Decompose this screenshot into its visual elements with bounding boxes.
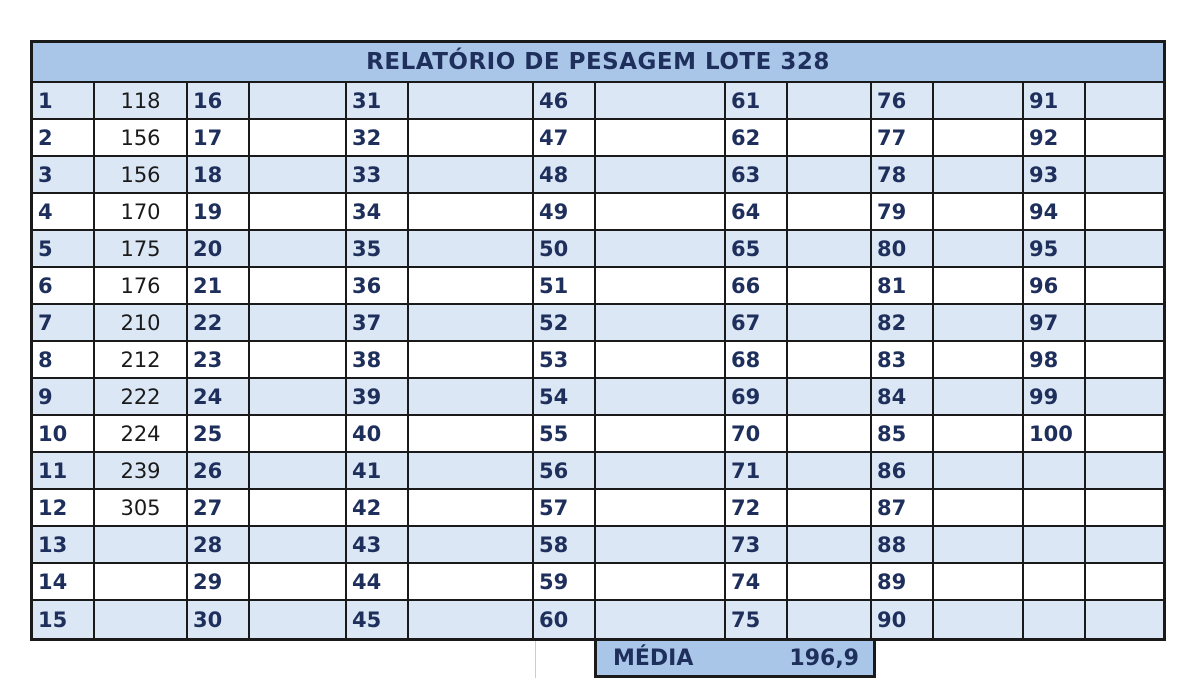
row-number: 53 — [534, 342, 596, 379]
row-number: 71 — [726, 453, 788, 490]
weight-value-cell — [934, 305, 1024, 342]
row-number: 15 — [33, 601, 95, 638]
row-number — [1024, 527, 1086, 564]
weight-value-cell: 210 — [95, 305, 188, 342]
weight-value-cell: 118 — [95, 83, 188, 120]
weight-value-cell — [934, 416, 1024, 453]
weight-value-cell: 212 — [95, 342, 188, 379]
row-number: 55 — [534, 416, 596, 453]
row-number: 72 — [726, 490, 788, 527]
row-number: 19 — [188, 194, 250, 231]
weight-value-cell — [596, 379, 726, 416]
row-number: 3 — [33, 157, 95, 194]
row-number: 82 — [872, 305, 934, 342]
weight-value-cell — [596, 305, 726, 342]
row-number: 80 — [872, 231, 934, 268]
row-number — [1024, 453, 1086, 490]
row-number: 21 — [188, 268, 250, 305]
row-number: 11 — [33, 453, 95, 490]
row-number — [1024, 564, 1086, 601]
weight-value-cell — [250, 194, 347, 231]
weight-value-cell — [1086, 527, 1163, 564]
report-title: RELATÓRIO DE PESAGEM LOTE 328 — [33, 43, 1163, 83]
weight-value-cell — [788, 527, 872, 564]
weighing-report-table — [30, 40, 1166, 641]
weight-value-cell — [934, 268, 1024, 305]
row-number: 85 — [872, 416, 934, 453]
weights-grid — [33, 83, 1163, 638]
weight-value-cell — [934, 601, 1024, 638]
weight-value-cell — [409, 194, 534, 231]
row-number: 6 — [33, 268, 95, 305]
weight-value-cell — [934, 83, 1024, 120]
average-value: 196,9 — [789, 645, 859, 671]
weight-value-cell — [596, 231, 726, 268]
weight-value-cell — [934, 453, 1024, 490]
row-number: 86 — [872, 453, 934, 490]
row-number: 60 — [534, 601, 596, 638]
row-number: 25 — [188, 416, 250, 453]
weight-value-cell — [934, 120, 1024, 157]
weight-value-cell — [788, 83, 872, 120]
weight-value-cell — [934, 231, 1024, 268]
row-number: 76 — [872, 83, 934, 120]
row-number: 91 — [1024, 83, 1086, 120]
row-number: 23 — [188, 342, 250, 379]
row-number: 64 — [726, 194, 788, 231]
row-number: 88 — [872, 527, 934, 564]
row-number: 8 — [33, 342, 95, 379]
row-number: 87 — [872, 490, 934, 527]
weight-value-cell — [1086, 268, 1163, 305]
row-number: 16 — [188, 83, 250, 120]
weight-value-cell — [596, 342, 726, 379]
weight-value-cell — [934, 194, 1024, 231]
row-number: 70 — [726, 416, 788, 453]
weight-value-cell — [1086, 342, 1163, 379]
weight-value-cell — [788, 601, 872, 638]
weight-value-cell — [934, 527, 1024, 564]
row-number: 100 — [1024, 416, 1086, 453]
weight-value-cell — [596, 416, 726, 453]
row-number: 39 — [347, 379, 409, 416]
row-number: 13 — [33, 527, 95, 564]
row-number: 2 — [33, 120, 95, 157]
row-number: 63 — [726, 157, 788, 194]
weight-value-cell — [788, 305, 872, 342]
row-number: 98 — [1024, 342, 1086, 379]
weight-value-cell — [1086, 120, 1163, 157]
weight-value-cell — [596, 490, 726, 527]
row-number: 28 — [188, 527, 250, 564]
weight-value-cell — [1086, 490, 1163, 527]
row-number: 74 — [726, 564, 788, 601]
row-number: 41 — [347, 453, 409, 490]
weight-value-cell — [250, 416, 347, 453]
weight-value-cell — [1086, 305, 1163, 342]
weight-value-cell — [409, 453, 534, 490]
weight-value-cell — [95, 564, 188, 601]
weight-value-cell — [409, 157, 534, 194]
weight-value-cell — [250, 231, 347, 268]
row-number: 14 — [33, 564, 95, 601]
weight-value-cell — [934, 379, 1024, 416]
row-number — [1024, 490, 1086, 527]
row-number: 73 — [726, 527, 788, 564]
weight-value-cell — [1086, 564, 1163, 601]
weight-value-cell — [596, 268, 726, 305]
weight-value-cell — [596, 194, 726, 231]
weight-value-cell — [788, 453, 872, 490]
row-number: 83 — [872, 342, 934, 379]
weight-value-cell — [596, 120, 726, 157]
row-number: 52 — [534, 305, 596, 342]
weight-value-cell — [934, 342, 1024, 379]
weight-value-cell — [788, 231, 872, 268]
row-number: 90 — [872, 601, 934, 638]
weight-value-cell: 239 — [95, 453, 188, 490]
row-number: 45 — [347, 601, 409, 638]
row-number: 35 — [347, 231, 409, 268]
row-number: 51 — [534, 268, 596, 305]
weight-value-cell — [1086, 157, 1163, 194]
weight-value-cell: 175 — [95, 231, 188, 268]
weight-value-cell — [409, 379, 534, 416]
row-number: 61 — [726, 83, 788, 120]
row-number: 20 — [188, 231, 250, 268]
row-number: 58 — [534, 527, 596, 564]
weight-value-cell — [95, 601, 188, 638]
weight-value-cell — [409, 527, 534, 564]
weight-value-cell — [934, 564, 1024, 601]
weight-value-cell — [1086, 379, 1163, 416]
weight-value-cell — [788, 416, 872, 453]
weight-value-cell — [596, 83, 726, 120]
weight-value-cell — [934, 490, 1024, 527]
weight-value-cell — [596, 453, 726, 490]
weight-value-cell — [596, 157, 726, 194]
weight-value-cell — [1086, 194, 1163, 231]
weight-value-cell: 170 — [95, 194, 188, 231]
weight-value-cell — [1086, 453, 1163, 490]
row-number: 5 — [33, 231, 95, 268]
weight-value-cell — [409, 231, 534, 268]
average-box — [594, 638, 876, 678]
row-number: 18 — [188, 157, 250, 194]
row-number: 59 — [534, 564, 596, 601]
row-number: 40 — [347, 416, 409, 453]
row-number: 1 — [33, 83, 95, 120]
row-number: 96 — [1024, 268, 1086, 305]
weight-value-cell — [934, 157, 1024, 194]
row-number: 26 — [188, 453, 250, 490]
weight-value-cell — [250, 379, 347, 416]
row-number: 27 — [188, 490, 250, 527]
weight-value-cell — [788, 120, 872, 157]
row-number: 75 — [726, 601, 788, 638]
weight-value-cell — [596, 564, 726, 601]
row-number: 95 — [1024, 231, 1086, 268]
row-number: 22 — [188, 305, 250, 342]
row-number: 32 — [347, 120, 409, 157]
weight-value-cell — [95, 527, 188, 564]
weight-value-cell — [250, 564, 347, 601]
weight-value-cell — [409, 120, 534, 157]
weight-value-cell — [788, 268, 872, 305]
weight-value-cell — [409, 601, 534, 638]
row-number: 89 — [872, 564, 934, 601]
row-number: 65 — [726, 231, 788, 268]
weight-value-cell — [409, 564, 534, 601]
row-number: 29 — [188, 564, 250, 601]
divider-line — [535, 641, 536, 678]
row-number: 17 — [188, 120, 250, 157]
row-number: 69 — [726, 379, 788, 416]
weight-value-cell — [250, 527, 347, 564]
row-number: 84 — [872, 379, 934, 416]
row-number: 46 — [534, 83, 596, 120]
row-number: 34 — [347, 194, 409, 231]
row-number: 81 — [872, 268, 934, 305]
weight-value-cell: 156 — [95, 120, 188, 157]
weight-value-cell — [1086, 416, 1163, 453]
weight-value-cell — [250, 268, 347, 305]
row-number: 68 — [726, 342, 788, 379]
row-number: 78 — [872, 157, 934, 194]
weight-value-cell — [250, 83, 347, 120]
average-label: MÉDIA — [613, 645, 694, 671]
row-number: 30 — [188, 601, 250, 638]
row-number: 44 — [347, 564, 409, 601]
weight-value-cell: 222 — [95, 379, 188, 416]
weight-value-cell — [250, 490, 347, 527]
row-number: 66 — [726, 268, 788, 305]
weight-value-cell — [788, 490, 872, 527]
weight-value-cell — [596, 601, 726, 638]
row-number: 31 — [347, 83, 409, 120]
row-number: 54 — [534, 379, 596, 416]
row-number: 38 — [347, 342, 409, 379]
weight-value-cell — [596, 527, 726, 564]
row-number: 42 — [347, 490, 409, 527]
row-number: 48 — [534, 157, 596, 194]
row-number: 93 — [1024, 157, 1086, 194]
weight-value-cell — [1086, 231, 1163, 268]
weight-value-cell — [788, 564, 872, 601]
weight-value-cell — [250, 305, 347, 342]
row-number: 79 — [872, 194, 934, 231]
row-number: 24 — [188, 379, 250, 416]
weight-value-cell: 305 — [95, 490, 188, 527]
row-number: 62 — [726, 120, 788, 157]
weight-value-cell — [409, 490, 534, 527]
row-number: 4 — [33, 194, 95, 231]
row-number — [1024, 601, 1086, 638]
row-number: 43 — [347, 527, 409, 564]
row-number: 7 — [33, 305, 95, 342]
row-number: 67 — [726, 305, 788, 342]
row-number: 47 — [534, 120, 596, 157]
weight-value-cell — [250, 157, 347, 194]
weight-value-cell — [409, 416, 534, 453]
row-number: 50 — [534, 231, 596, 268]
weight-value-cell — [1086, 601, 1163, 638]
weight-value-cell — [788, 194, 872, 231]
weight-value-cell: 156 — [95, 157, 188, 194]
weight-value-cell — [250, 453, 347, 490]
row-number: 57 — [534, 490, 596, 527]
row-number: 77 — [872, 120, 934, 157]
weight-value-cell — [250, 120, 347, 157]
row-number: 94 — [1024, 194, 1086, 231]
row-number: 33 — [347, 157, 409, 194]
row-number: 10 — [33, 416, 95, 453]
row-number: 92 — [1024, 120, 1086, 157]
row-number: 9 — [33, 379, 95, 416]
weight-value-cell — [250, 342, 347, 379]
weight-value-cell: 176 — [95, 268, 188, 305]
weight-value-cell — [1086, 83, 1163, 120]
weight-value-cell: 224 — [95, 416, 188, 453]
weight-value-cell — [788, 157, 872, 194]
row-number: 56 — [534, 453, 596, 490]
row-number: 97 — [1024, 305, 1086, 342]
row-number: 99 — [1024, 379, 1086, 416]
weight-value-cell — [250, 601, 347, 638]
weight-value-cell — [409, 305, 534, 342]
weight-value-cell — [409, 342, 534, 379]
weight-value-cell — [788, 342, 872, 379]
weight-value-cell — [409, 268, 534, 305]
row-number: 12 — [33, 490, 95, 527]
weight-value-cell — [788, 379, 872, 416]
row-number: 49 — [534, 194, 596, 231]
row-number: 36 — [347, 268, 409, 305]
row-number: 37 — [347, 305, 409, 342]
weight-value-cell — [409, 83, 534, 120]
